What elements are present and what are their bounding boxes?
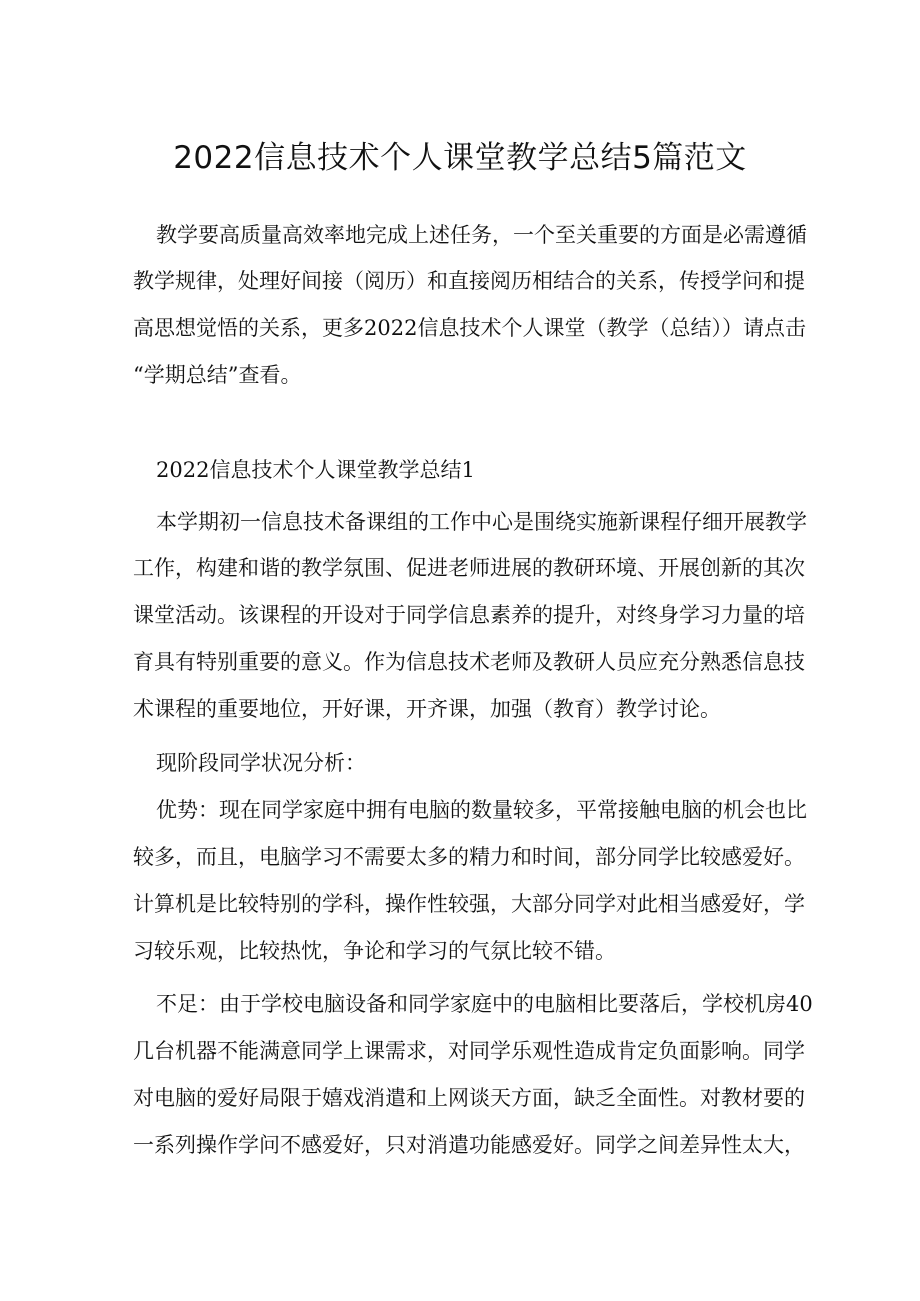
section-heading: 2022信息技术个人课堂教学总结1 [156, 458, 475, 482]
paragraph1-line-2: 工作，构建和谐的教学氛围、促进老师进展的教研环境、开展创新的其次 [133, 556, 805, 580]
advantages-line-2: 较多，而且，电脑学习不需要太多的精力和时间，部分同学比较感爱好。 [133, 845, 805, 869]
advantages-line-3: 计算机是比较特别的学科，操作性较强，大部分同学对此相当感爱好，学 [133, 892, 805, 916]
shortcomings-line-3: 对电脑的爱好局限于嬉戏消遣和上网谈天方面，缺乏全面性。对教材要的 [133, 1086, 805, 1110]
intro-line-3: 高思想觉悟的关系，更多2022信息技术个人课堂（教学（总结））请点击 [133, 316, 806, 340]
paragraph1-line-4: 育具有特别重要的意义。作为信息技术老师及教研人员应充分熟悉信息技 [133, 650, 805, 674]
intro-line-1: 教学要高质量高效率地完成上述任务，一个至关重要的方面是必需遵循 [156, 223, 807, 247]
analysis-heading: 现阶段同学状况分析： [156, 751, 366, 775]
shortcomings-line-1: 不足：由于学校电脑设备和同学家庭中的电脑相比要落后，学校机房40 [156, 992, 813, 1016]
intro-line-4: “学期总结”查看。 [133, 363, 302, 387]
shortcomings-line-4: 一系列操作学问不感爱好，只对消遣功能感爱好。同学之间差异性太大， [133, 1133, 805, 1157]
document-title: 2022信息技术个人课堂教学总结5篇范文 [173, 140, 747, 176]
intro-line-2: 教学规律，处理好间接（阅历）和直接阅历相结合的关系，传授学问和提 [133, 269, 805, 293]
paragraph1-line-3: 课堂活动。该课程的开设对于同学信息素养的提升，对终身学习力量的培 [133, 603, 805, 627]
shortcomings-line-2: 几台机器不能满意同学上课需求，对同学乐观性造成肯定负面影响。同学 [133, 1039, 805, 1063]
advantages-line-4: 习较乐观，比较热忱，争论和学习的气氛比较不错。 [133, 939, 616, 963]
advantages-line-1: 优势：现在同学家庭中拥有电脑的数量较多，平常接触电脑的机会也比 [156, 798, 807, 822]
paragraph1-line-1: 本学期初一信息技术备课组的工作中心是围绕实施新课程仔细开展教学 [156, 510, 807, 534]
paragraph1-line-5: 术课程的重要地位，开好课，开齐课，加强（教育）教学讨论。 [133, 697, 721, 721]
